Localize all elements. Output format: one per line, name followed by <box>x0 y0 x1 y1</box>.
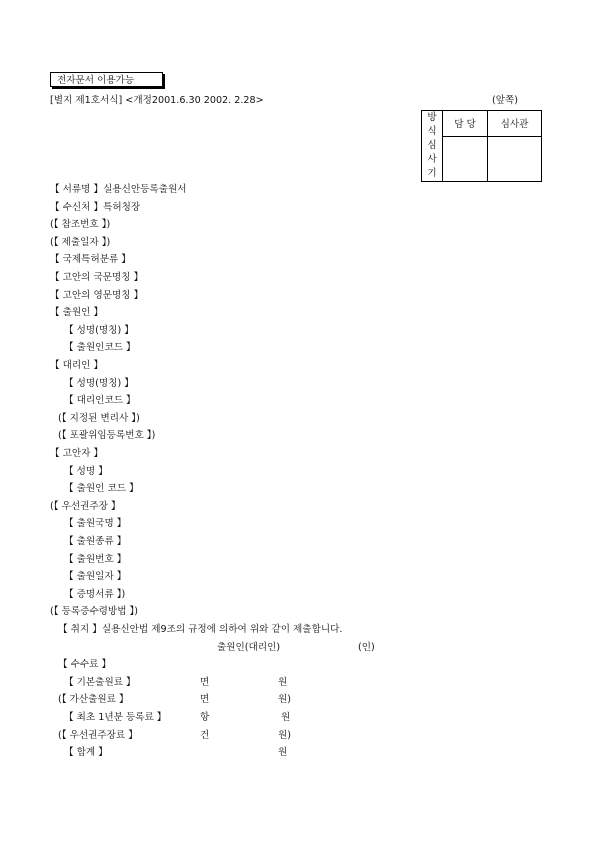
approval-col-staff: 담 당 <box>443 111 488 137</box>
field-applicant-name: 【 성명(명칭) 】 <box>64 325 134 336</box>
field-intl-class: 【 국제특허분류 】 <box>50 254 131 265</box>
approval-side-char: 기 <box>427 168 437 179</box>
field-applicant-code: 【 출원인코드 】 <box>64 342 136 353</box>
approval-side-label <box>422 111 443 182</box>
approval-side-char: 식 <box>427 126 437 137</box>
fee-unit: 면 <box>200 694 210 705</box>
seal-label: (인) <box>358 642 375 653</box>
fee-label: (【 우선권주장료 】 <box>58 730 138 741</box>
field-priority-no: 【 출원번호 】 <box>64 554 127 565</box>
field-priority-proof: 【 증명서류 】) <box>64 589 126 600</box>
field-applicant: 【 출원인 】 <box>50 307 104 318</box>
field-recipient: 【 수신처 】특허청장 <box>50 202 141 213</box>
field-priority-country: 【 출원국명 】 <box>64 518 127 529</box>
fee-amount: 원) <box>278 694 292 705</box>
field-priority-date: 【 출원일자 】 <box>64 571 127 582</box>
field-title-en: 【 고안의 영문명칭 】 <box>50 290 144 301</box>
fees-heading: 【 수수료 】 <box>58 659 112 670</box>
approval-table <box>421 110 542 182</box>
field-creator-name: 【 성명 】 <box>64 466 108 477</box>
signature-label: 출원인(대리인) <box>217 642 281 653</box>
approval-side-char: 사 <box>427 154 437 165</box>
field-agent-name: 【 성명(명칭) 】 <box>64 378 134 389</box>
field-purpose: 【 취지 】실용신안법 제9조의 규정에 의하여 위와 같이 제출합니다. <box>58 624 343 635</box>
field-reg-method: (【 등록증수령방법 】) <box>50 606 139 617</box>
fee-label: 【 최초 1년분 등록료 】 <box>64 712 167 723</box>
field-priority-type: 【 출원종류 】 <box>64 536 127 547</box>
field-doc-name: 【 서류명 】실용신안등록출원서 <box>50 184 187 195</box>
field-ref-no: (【 참조번호 】) <box>50 219 111 230</box>
page-side-label: (앞쪽) <box>492 95 519 106</box>
fee-total-label: 【 합계 】 <box>64 747 108 758</box>
field-creator-code: 【 출원인 코드 】 <box>64 483 139 494</box>
form-reference: [별지 제1호서식] <개정2001.6.30 2002. 2.28> <box>50 95 264 106</box>
approval-col-examiner: 심사관 <box>488 111 542 137</box>
approval-cell-staff <box>443 136 488 181</box>
field-agent-code: 【 대리인코드 】 <box>64 395 136 406</box>
fee-label: 【 기본출원료 】 <box>64 677 136 688</box>
field-submit-date: (【 제출일자 】) <box>50 237 111 248</box>
fee-label: (【 가산출원료 】 <box>58 694 129 705</box>
fee-total-amount: 원 <box>278 747 288 758</box>
fee-unit: 항 <box>200 712 210 723</box>
fee-unit: 면 <box>200 677 210 688</box>
field-title-kr: 【 고안의 국문명칭 】 <box>50 272 144 283</box>
fee-unit: 건 <box>200 730 210 741</box>
approval-side-char: 심 <box>427 140 437 151</box>
field-creator: 【 고안자 】 <box>50 448 104 459</box>
fee-amount: 원) <box>278 730 292 741</box>
field-priority: (【 우선권주장 】 <box>50 501 121 512</box>
fee-amount: 원 <box>278 677 288 688</box>
field-agent-designated: (【 지정된 변리사 】) <box>58 413 140 424</box>
approval-cell-examiner <box>488 136 542 181</box>
approval-side-char: 방 <box>427 112 437 123</box>
fee-amount: 원 <box>281 712 291 723</box>
field-agent: 【 대리인 】 <box>50 360 104 371</box>
field-agent-general: (【 포괄위임등록번호 】) <box>58 430 156 441</box>
electronic-doc-badge: 전자문서 이용가능 <box>50 72 163 87</box>
